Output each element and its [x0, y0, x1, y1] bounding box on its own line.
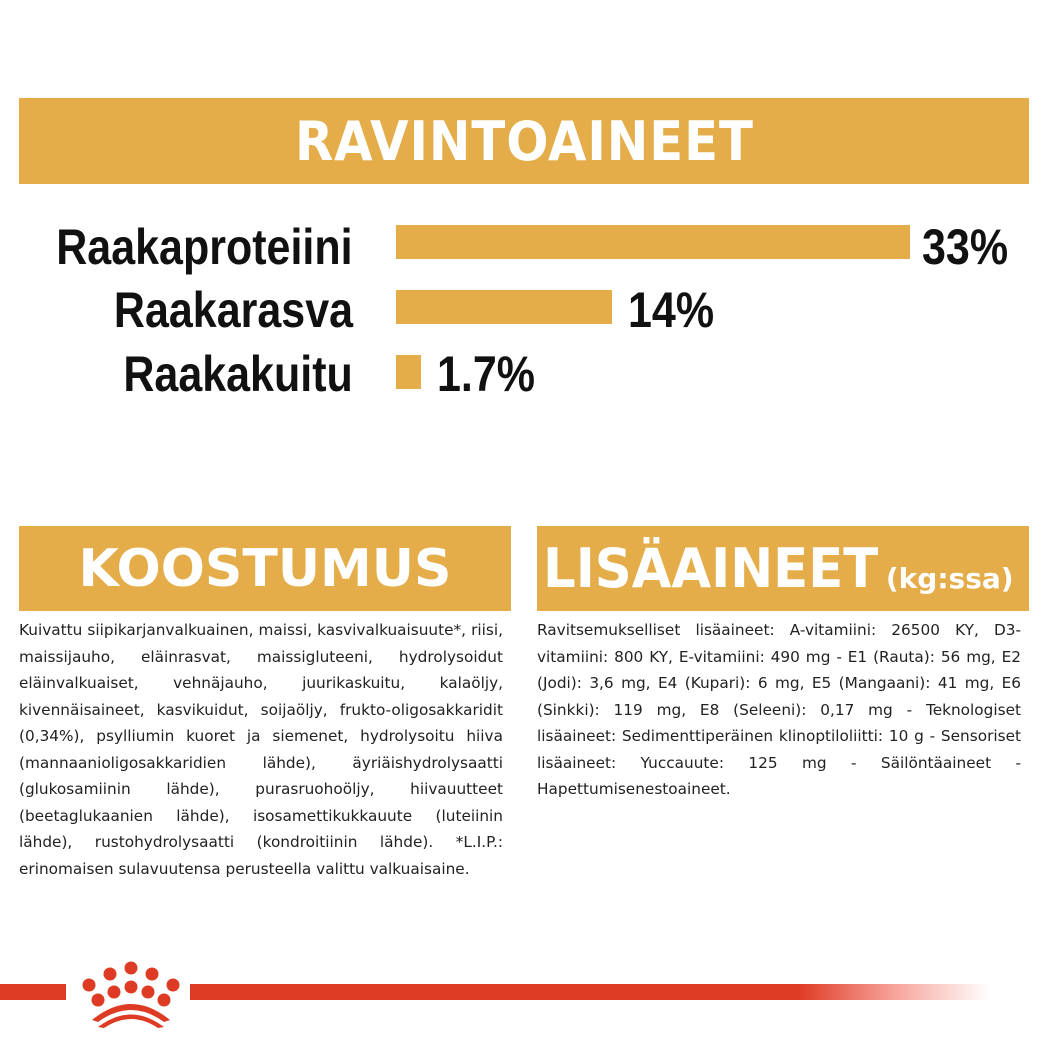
- composition-text: Kuivattu siipikarjanvalkuainen, maissi, kasvivalkuaisuute*, riisi, maissijauho, eläinrasvat, maissigluteeni, hydrolysoidut eläinvalkuaiset, vehnäjauho, juurikaskuitu, kalaöljy, kivennäisaineet, kasvikuidut, soijaöljy, frukto-oligosakkaridit (0,34%), psylliumin kuoret ja siemenet, hydrolysoitu hiiva (mannaanioligosakkaridien lähde), äyriäishydrolysaatti (glukosamiinin lähde), purasruohoöljy, hiivauutteet (beetaglukaanien lähde), isosamettikukkauute (luteiinin lähde), rustohydrolysaatti (kondroitiinin lähde). *L.I.P.: erinomaisen sulavuutensa perusteella valittu valkuaisaine.: [19, 621, 503, 878]
- additives-text: Ravitsemukselliset lisäaineet: A-vitamiini: 26500 KY, D3-vitamiini: 800 KY, E-vitamiini: 490 mg - E1 (Rauta): 56 mg, E2 (Jodi): 3,6 mg, E4 (Kupari): 6 mg, E5 (Mangaani): 41 mg, E6 (Sinkki): 119 mg, E8 (Seleeni): 0,17 mg - Teknologiset lisäaineet: Sedimenttiperäinen klinoptiloliitti: 10 g - Sensoriset lisäaineet: Yuccauute: 125 mg - Säilöntäaineet - Hapettumisenestoaineet.: [537, 621, 1021, 798]
- nutrients-title: RAVINTOAINEET: [294, 109, 754, 173]
- nutrient-label-fibre: Raakakuitu: [123, 346, 353, 402]
- nutrient-value-protein: 33%: [922, 219, 1009, 275]
- nutrients-header: [19, 98, 1029, 184]
- royal-canin-crown-icon: [72, 960, 190, 1028]
- composition-header: [19, 526, 511, 611]
- footer-stripe-right: [190, 984, 990, 1000]
- nutrient-bar-fibre: [396, 355, 421, 389]
- nutrient-label-protein: Raakaproteiini: [56, 219, 353, 275]
- footer-stripe-left: [0, 984, 66, 1000]
- additives-header: [537, 526, 1029, 611]
- nutrient-value-fat: 14%: [628, 282, 715, 338]
- additives-title: LISÄAINEET: [543, 537, 879, 600]
- composition-title: KOOSTUMUS: [78, 538, 452, 599]
- nutrient-value-fibre: 1.7%: [437, 346, 536, 402]
- nutrient-bar-protein: [396, 225, 910, 259]
- additives-subtitle: (kg:ssa): [885, 562, 1014, 595]
- nutrient-bar-fat: [396, 290, 612, 324]
- nutrient-label-fat: Raakarasva: [113, 282, 353, 338]
